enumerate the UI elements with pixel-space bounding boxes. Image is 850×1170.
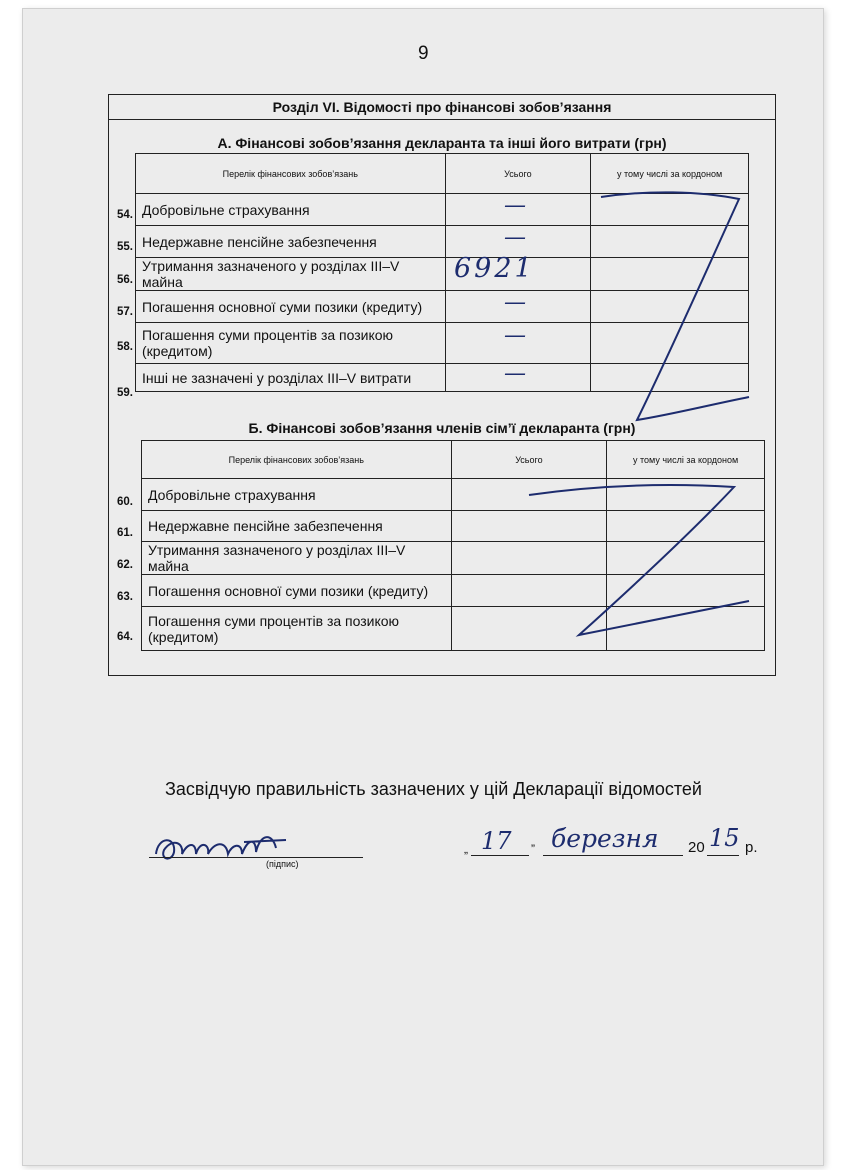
date-year-prefix: 20 — [688, 839, 705, 856]
date-day-line — [471, 855, 529, 856]
part-b-title: Б. Фінансові зобов’язання членів сім’ї декларанта (грн) — [248, 420, 636, 436]
signature-caption: (підпис) — [266, 859, 299, 869]
header-total: Усього — [451, 441, 607, 479]
row-number: 55. — [117, 241, 133, 253]
handwritten-dash: — — [504, 323, 526, 348]
row-number: 56. — [117, 274, 133, 286]
row-label: Недержавне пенсійне забезпечення — [142, 511, 452, 542]
row-number: 61. — [117, 527, 133, 539]
part-a-title: А. Фінансові зобов’язання декларанта та інші його витрати (грн) — [217, 135, 667, 151]
row-number: 59. — [117, 387, 133, 399]
row-number: 64. — [117, 631, 133, 643]
handwritten-dash: — — [504, 193, 526, 218]
row-label: Добровільне страхування — [136, 194, 446, 226]
handwritten-dash: — — [504, 225, 526, 250]
row-label: Погашення суми процентів за позикою (кредитом) — [136, 323, 446, 364]
header-abroad: у тому числі за кордоном — [607, 441, 765, 479]
header-list: Перелік фінансових зобов’язань — [136, 154, 446, 194]
date-year-line — [707, 855, 739, 856]
row-label: Погашення основної суми позики (кредиту) — [142, 575, 452, 607]
section-vi — [108, 94, 776, 676]
signature-line — [149, 857, 363, 858]
date-month: березня — [551, 824, 659, 853]
date-year-suffix: 15 — [709, 824, 740, 852]
row-number: 54. — [117, 209, 133, 221]
document-page — [22, 8, 824, 1166]
row-number: 60. — [117, 496, 133, 508]
row-number: 57. — [117, 306, 133, 318]
row-label: Недержавне пенсійне забезпечення — [136, 226, 446, 258]
row-label: Інші не зазначені у розділах III–V витрати — [136, 364, 446, 392]
row-number: 62. — [117, 559, 133, 571]
page-number: 9 — [418, 43, 429, 64]
handwritten-z-strike — [509, 475, 759, 655]
row-label: Добровільне страхування — [142, 479, 452, 511]
date-quote-open: „ — [464, 842, 468, 856]
date-quote-close: ” — [531, 842, 535, 856]
row-label: Погашення суми процентів за позикою (кредитом) — [142, 607, 452, 651]
date-year-unit: р. — [745, 839, 758, 856]
header-total: Усього — [445, 154, 591, 194]
date-day: 17 — [481, 827, 512, 855]
certification-text: Засвідчую правильність зазначених у цій Декларації відомостей — [165, 779, 702, 799]
handwritten-dash: — — [504, 361, 526, 386]
handwritten-dash: — — [504, 290, 526, 315]
section-title: Розділ VI. Відомості про фінансові зобов’язання — [109, 95, 775, 120]
row-number: 63. — [117, 591, 133, 603]
row-label: Утримання зазначеного у розділах III–V майна — [136, 258, 446, 291]
header-list: Перелік фінансових зобов’язань — [142, 441, 452, 479]
handwritten-z-strike — [589, 185, 759, 445]
table-header-row — [142, 441, 765, 479]
row-number: 58. — [117, 341, 133, 353]
row-label: Погашення основної суми позики (кредиту) — [136, 291, 446, 323]
date-month-line — [543, 855, 683, 856]
row-label: Утримання зазначеного у розділах III–V майна — [142, 542, 452, 575]
header-abroad: у тому числі за кордоном — [591, 154, 749, 194]
handwritten-amount: 6921 — [454, 253, 535, 284]
